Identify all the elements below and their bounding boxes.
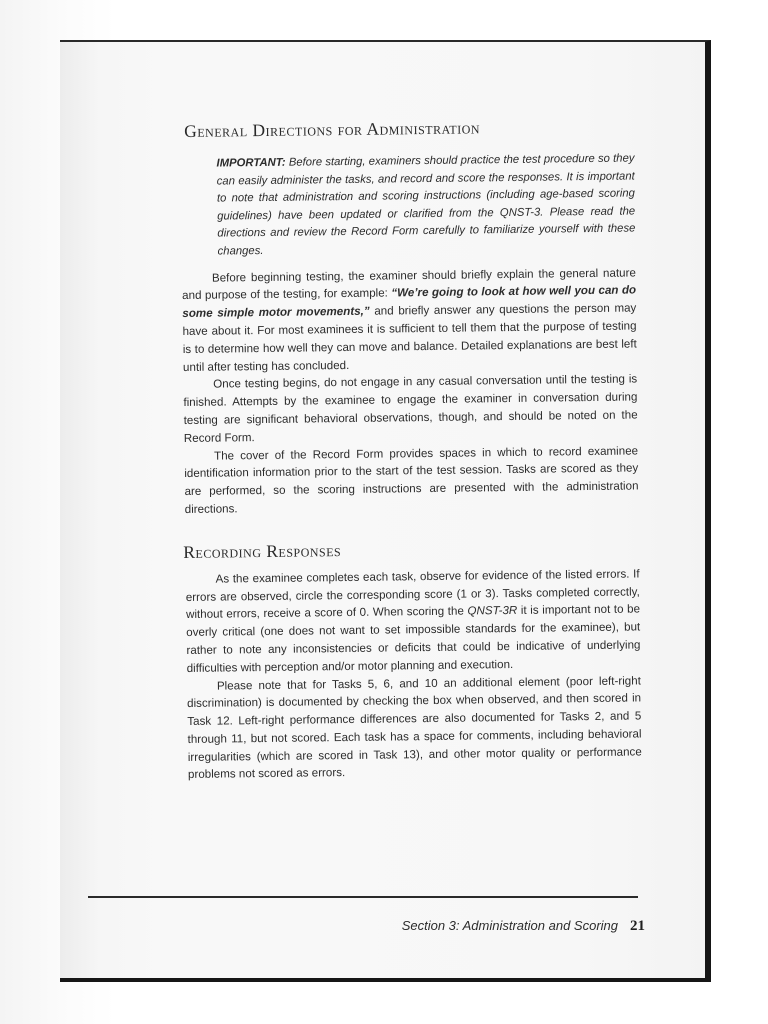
- paragraph-introduction: [182, 264, 637, 376]
- paragraph-introduction-end: and briefly answer any questions the person may have about it. For most examinees it is sufficient to tell them that the purpose of testing is to determine how well they can move and balance. Detailed explanations are best left until after testing has concluded.: [182, 301, 637, 374]
- heading-recording-responses: Recording Responses: [183, 539, 342, 562]
- paragraph-no-conversation: Once testing begins, do not engage in any casual conversation until the testing is finished. Attempts by the examinee to engage the examiner in conversation during testing are significant behavioral observations, though, and should be noted on the Record Form.: [183, 372, 638, 445]
- paragraph-observe-errors-end: it is important not to be overly critical (one does not want to set impossible standards for the examinee), but rather to note any inconsistencies or deficits that could be indicative of underlying difficulties with perception and/or motor planning and execution.: [186, 602, 641, 675]
- page-content: [180, 115, 642, 784]
- footer-rule: [88, 896, 638, 898]
- example-quote: “We’re going to look at how well you can do some simple motor movements,”: [182, 283, 637, 321]
- paragraph-observe-errors-start: As the examinee completes each task, observe for evidence of the listed errors. If errors are observed, circle the corresponding score (1 or 3). Tasks completed correctly, without errors, receive a score of 0. When scoring the: [185, 567, 640, 622]
- important-text: Before starting, examiners should practice the test procedure so they can easily administer the tasks, and record and score the responses. It is important to note that administration and scoring instructions (including age-based scoring guidelines) have been updated or clarified from the QNST-3. Please read the directions and review the Record Form carefully to familiarize yourself with these changes.: [216, 152, 636, 258]
- book-page: [60, 40, 711, 982]
- paragraph-introduction-start: Before beginning testing, the examiner should briefly explain the general nature and purpose of the testing, for example:: [182, 266, 636, 303]
- test-name: QNST-3R: [467, 604, 518, 618]
- section-title: Section 3: Administration and Scoring: [401, 918, 618, 933]
- paragraph-left-right: Please note that for Tasks 5, 6, and 10 an additional element (poor left-right discrimination) is documented by checking the box when observed, and then scored in Task 12. Left-right performance differences are also documented for Tasks 2, and 5 through 11, but not scored. Each task has a space for comments, including behavioral irregularities (which are scored in Task 13), and other motor quality or performance problems not scored as errors.: [187, 673, 642, 782]
- page-footer: [370, 918, 645, 935]
- important-label: IMPORTANT:: [216, 156, 286, 170]
- paragraph-record-form-cover: The cover of the Record Form provides spaces in which to record examinee identification information prior to the start of the test session. Tasks are scored as they are performed, so the scoring instructions are presented with the administration directions.: [184, 443, 639, 516]
- important-note: [216, 150, 635, 261]
- paragraph-observe-errors: [185, 565, 640, 677]
- page-number: 21: [630, 918, 645, 934]
- heading-general-directions: General Directions for Administration: [183, 117, 481, 141]
